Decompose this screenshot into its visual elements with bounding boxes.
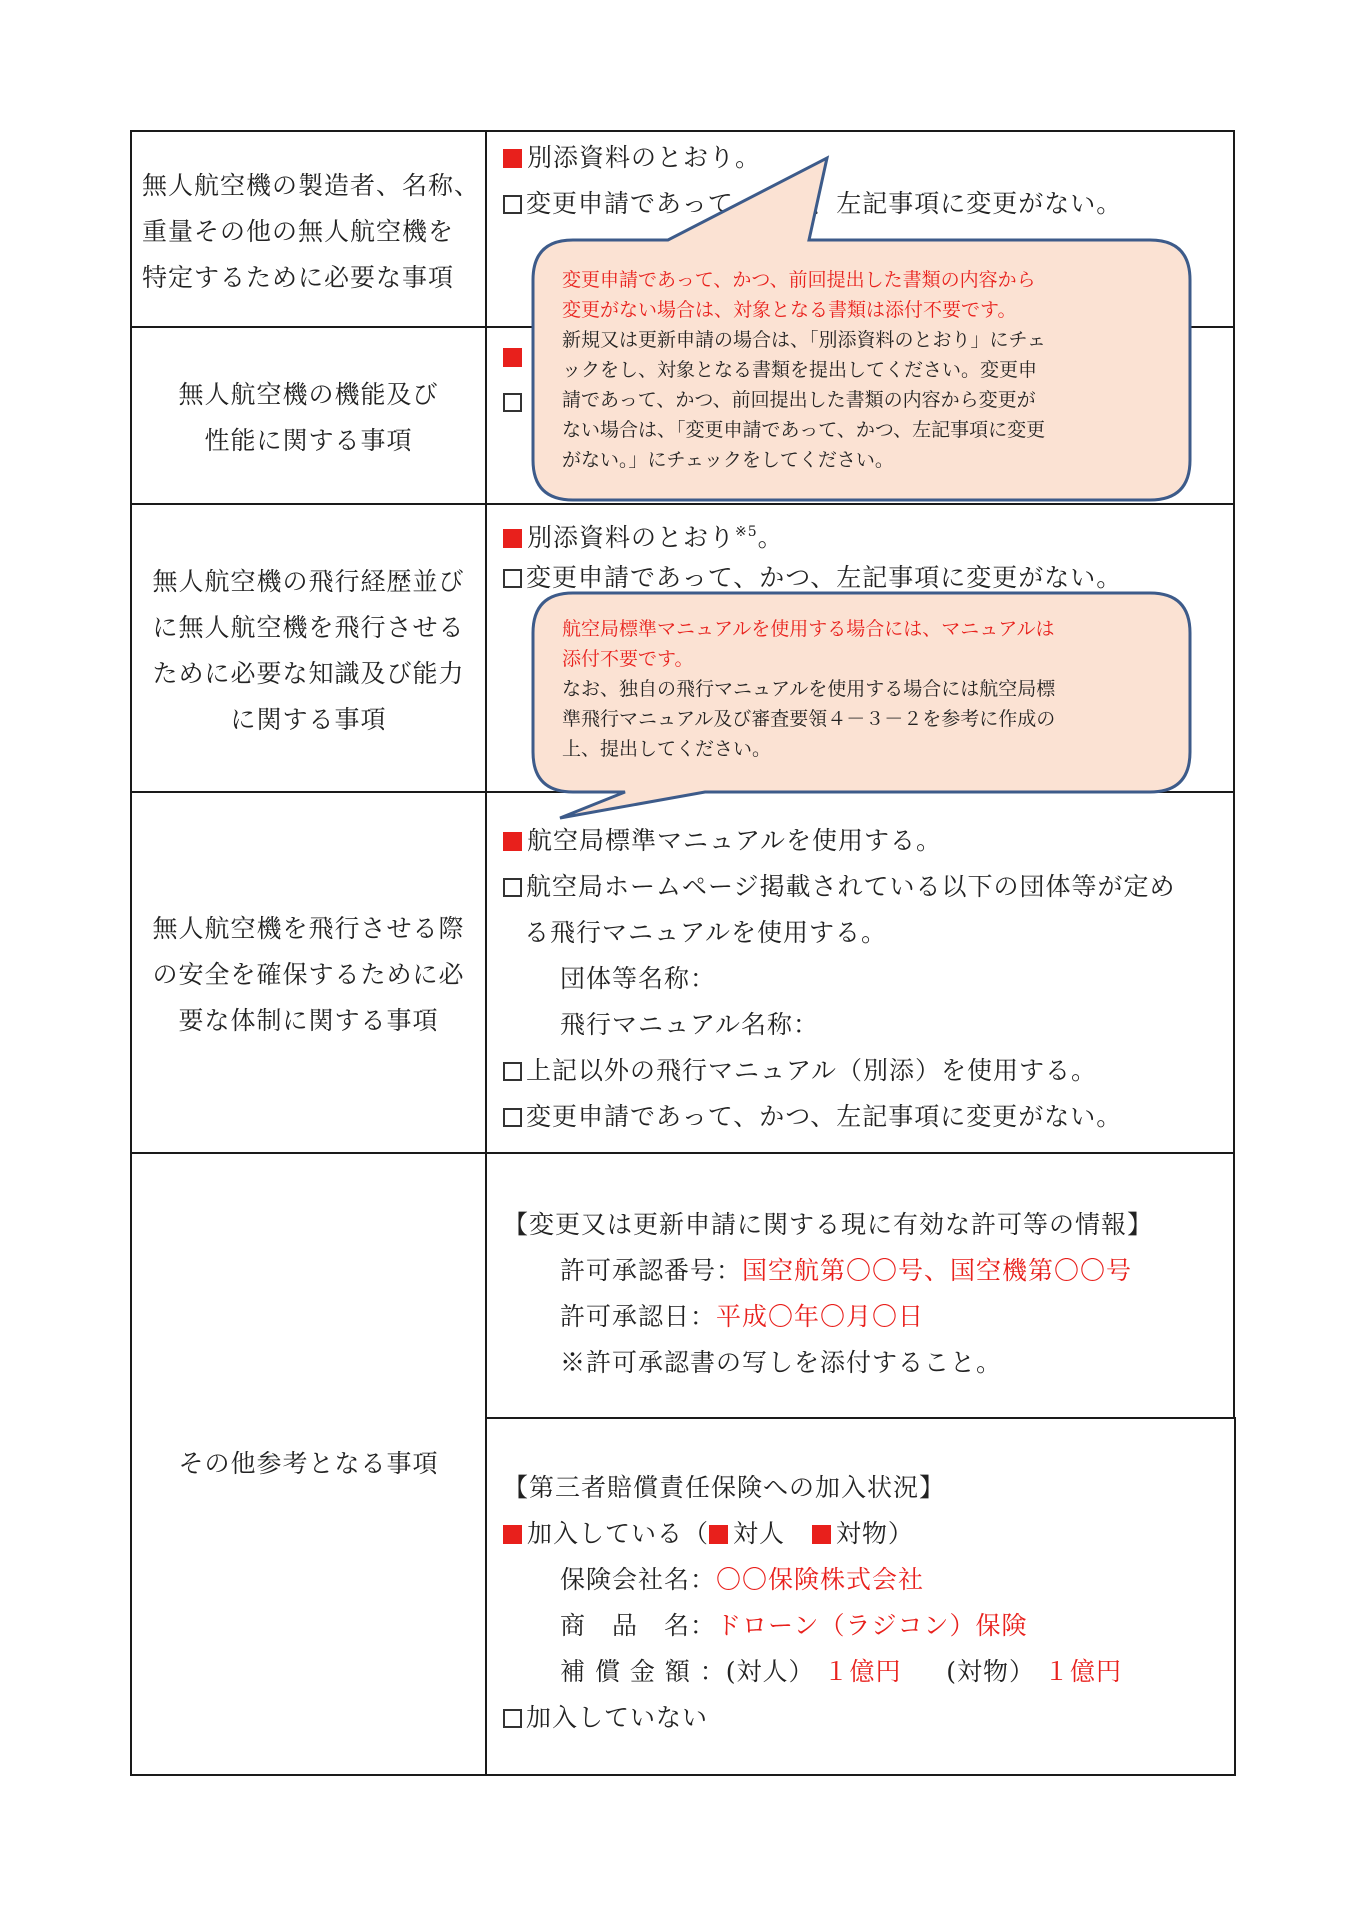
row2-label: 無人航空機の機能及び 性能に関する事項 [178,380,439,455]
row4-option-group-manual-cont: る飛行マニュアルを使用する。 [524,918,888,947]
permit-note: ※許可承認書の写しを添付すること。 [560,1348,1003,1377]
callout-2-text: 航空局標準マニュアルを使用する場合には、マニュアルは 添付不要です。 なお、独自の飛行マニュアルを使用する場合には航空局標 準飛行マニュアル及び審査要領４－３－２を参考に作成の 上、提出してください。 [562,618,1056,760]
row3-label: 無人航空機の飛行経歴並び に無人航空機を飛行させる ために必要な知識及び能力 に関する事項 [152,567,465,734]
insurance-not-joined-option[interactable]: 加入していない [503,1702,708,1734]
row1-option-attached[interactable]: 別添資料のとおり。 [503,142,761,174]
row4-option-standard-manual[interactable]: 航空局標準マニュアルを使用する。 [503,825,942,857]
row1-option-no-change[interactable]: 変更申請であって、かつ、左記事項に変更がない。 [503,188,1122,220]
row4-label: 無人航空機を飛行させる際 の安全を確保するために必 要な体制に関する事項 [152,914,465,1035]
row3-option-no-change[interactable]: 変更申請であって、かつ、左記事項に変更がない。 [503,562,1122,594]
callout-1-text: 変更申請であって、かつ、前回提出した書類の内容から 変更がない場合は、対象となる書類は添付不要です。 新規又は更新申請の場合は、「別添資料のとおり」にチェ ックをし、対象となる書類を提出してください。変更申 請であって、かつ、前回提出した書類の内容から変更が ない場合は、「変更申請であって、かつ、左記事項に変更 がない。」にチェックをしてください。 [562,269,1046,471]
insurance-heading: 【第三者賠償責任保険への加入状況】 [503,1473,946,1502]
insurance-amount: 補 償 金 額 ：(対人） １億円 (対物） １億円 [560,1657,1122,1686]
insurance-company: 保険会社名：〇〇保険株式会社 [560,1565,925,1594]
insurance-joined-option[interactable]: 加入している（ 対人 対物） [503,1518,914,1550]
row3-option-attached[interactable]: 別添資料のとおり$^{※5}$。 [503,516,784,554]
row4-option-group-manual[interactable]: 航空局ホームページ掲載されている以下の団体等が定め [503,871,1176,903]
row5-label: その他参考となる事項 [178,1449,439,1478]
row1-label: 無人航空機の製造者、名称、 重量その他の無人航空機を 特定するために必要な事項 [142,171,481,292]
permit-date: 許可承認日：平成〇年〇月〇日 [560,1302,925,1331]
row4-option-other-manual[interactable]: 上記以外の飛行マニュアル（別添）を使用する。 [503,1055,1097,1087]
permit-number: 許可承認番号：国空航第〇〇号、国空機第〇〇号 [560,1256,1133,1285]
manual-name-field[interactable]: 飛行マニュアル名称： [560,1010,820,1039]
row4-option-no-change[interactable]: 変更申請であって、かつ、左記事項に変更がない。 [503,1101,1122,1133]
permit-heading: 【変更又は更新申請に関する現に有効な許可等の情報】 [503,1210,1154,1239]
group-name-field[interactable]: 団体等名称： [560,964,717,993]
insurance-product: 商 品 名：ドローン（ラジコン）保険 [560,1611,1028,1640]
